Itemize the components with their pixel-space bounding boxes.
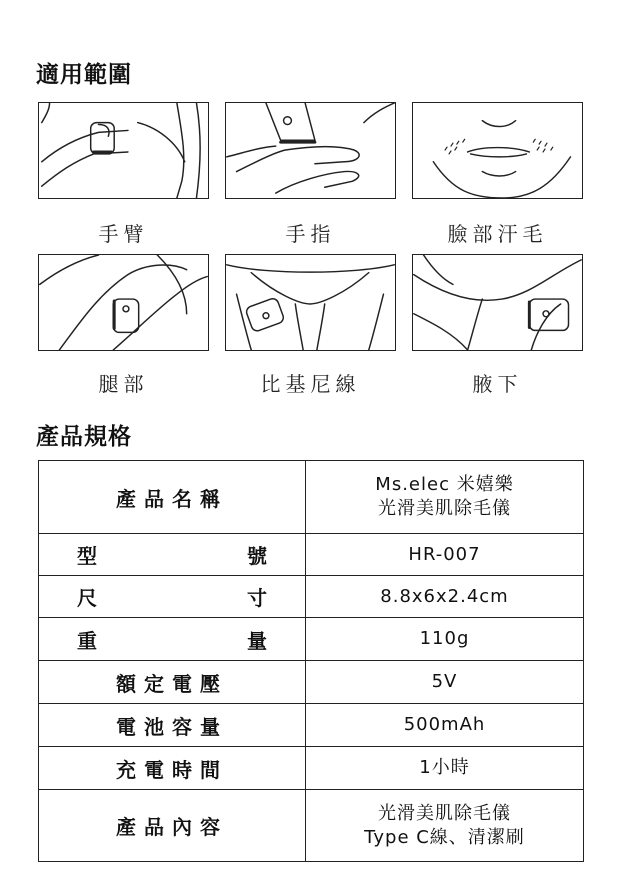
spec-value	[306, 790, 584, 862]
table-row	[39, 576, 584, 618]
spec-label-char: 量	[247, 628, 267, 653]
table-row	[39, 790, 584, 862]
product-name-line: Ms.elec 米嬉樂	[375, 474, 514, 495]
spec-value: 1小時	[306, 747, 584, 790]
contents-line: 光滑美肌除毛儀	[378, 802, 511, 824]
spec-table	[38, 460, 584, 862]
table-row	[39, 618, 584, 661]
spec-value: 8.8x6x2.4cm	[306, 576, 584, 618]
arm-shaving-illustration	[38, 102, 209, 199]
spec-value: HR-007	[306, 534, 584, 576]
leg-shaving-illustration	[38, 254, 209, 351]
area-label: 腿部	[98, 372, 149, 396]
usage-title: 適用範圍	[36, 62, 132, 88]
spec-label-char: 尺	[77, 586, 97, 610]
spec-value: 5V	[306, 661, 584, 704]
area-label: 臉部汗毛	[447, 222, 548, 246]
underarm-shaving-illustration	[412, 254, 583, 351]
area-label: 腋下	[472, 372, 523, 396]
spec-value	[306, 461, 584, 534]
contents-line: Type C線、清潔刷	[364, 826, 525, 848]
spec-label-char: 號	[247, 544, 267, 568]
face-hair-illustration	[412, 102, 583, 199]
spec-label	[39, 534, 306, 576]
spec-value: 500mAh	[306, 704, 584, 747]
table-row	[39, 534, 584, 576]
spec-label	[39, 618, 306, 661]
bikini-line-illustration	[225, 254, 396, 351]
table-row	[39, 747, 584, 790]
area-label: 手指	[285, 222, 336, 246]
table-row	[39, 704, 584, 747]
product-name-line: 光滑美肌除毛儀	[378, 498, 511, 519]
spec-label-char: 寸	[247, 586, 267, 610]
spec-label: 產品內容	[39, 790, 306, 862]
spec-title: 產品規格	[36, 424, 132, 450]
spec-label-char: 重	[77, 628, 97, 653]
spec-label: 產品名稱	[39, 461, 306, 534]
table-row	[39, 661, 584, 704]
spec-label: 充電時間	[39, 747, 306, 790]
spec-value: 110g	[306, 618, 584, 661]
spec-label	[39, 576, 306, 618]
finger-shaving-illustration	[225, 102, 396, 199]
spec-label-char: 型	[77, 544, 97, 568]
table-row	[39, 461, 584, 534]
area-label: 比基尼線	[260, 372, 361, 396]
spec-label: 電池容量	[39, 704, 306, 747]
area-label: 手臂	[98, 222, 149, 246]
spec-label: 額定電壓	[39, 661, 306, 704]
